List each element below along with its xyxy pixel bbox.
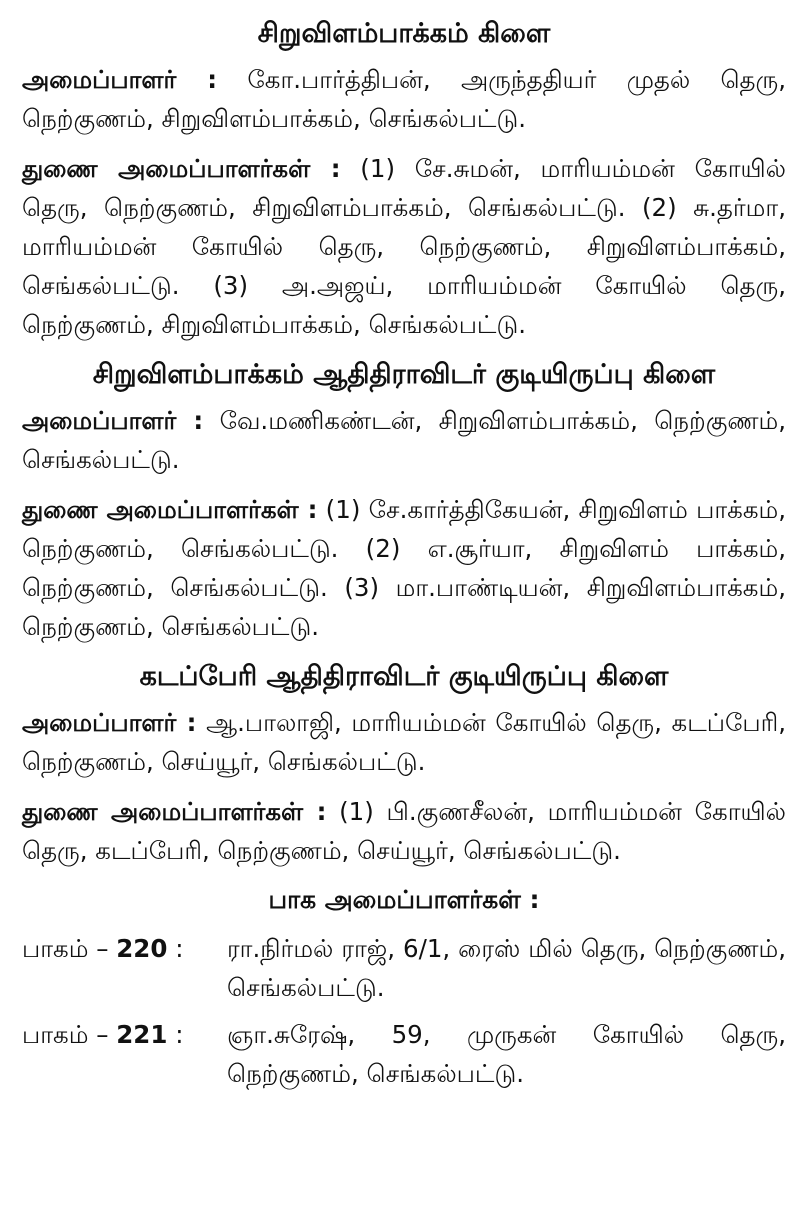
part-number: 220 — [116, 934, 168, 963]
part-organizer-text: ஞா.சுரேஷ், 59, முருகன் கோயில் தெரு, நெற்குணம், செங்கல்பட்டு. — [227, 1020, 786, 1088]
part-key — [22, 929, 227, 1007]
part-organizers-heading: பாக அமைப்பாளர்கள் : — [268, 885, 540, 914]
part-organizer-text: ரா.நிர்மல் ராஜ், 6/1, ரைஸ் மில் தெரு, நெற்குணம், செங்கல்பட்டு. — [227, 934, 786, 1002]
part-organizer-row — [22, 929, 786, 1007]
part-separator: : — [167, 934, 184, 963]
organizer-label: அமைப்பாளர் : — [22, 406, 204, 435]
deputy-label: துணை அமைப்பாளர்கள் : — [22, 154, 341, 183]
deputy-text: (1) சே.கார்த்திகேயன், சிறுவிளம் பாக்கம், நெற்குணம், செங்கல்பட்டு. (2) எ.சூர்யா, சிறுவிளம் பாக்கம், நெற்குணம், செங்கல்பட்டு. (3) மா.பாண்டியன், சிறுவிளம்பாக்கம், நெற்குணம், செங்கல்பட்டு. — [22, 495, 786, 641]
deputy-label: துணை அமைப்பாளர்கள் : — [22, 797, 327, 826]
part-separator: : — [167, 1020, 184, 1049]
deputy-label: துணை அமைப்பாளர்கள் : — [22, 495, 318, 524]
part-key — [22, 1015, 227, 1093]
organizer-paragraph — [22, 60, 786, 138]
part-number: 221 — [116, 1020, 168, 1049]
part-organizer-row — [22, 1015, 786, 1093]
section-title: சிறுவிளம்பாக்கம் ஆதிதிராவிடர் குடியிருப்பு கிளை — [92, 359, 716, 390]
organizer-text: வே.மணிகண்டன், சிறுவிளம்பாக்கம், நெற்குணம், செங்கல்பட்டு. — [22, 406, 786, 474]
organizer-paragraph — [22, 401, 786, 479]
organizer-text: ஆ.பாலாஜி, மாரியம்மன் கோயில் தெரு, கடப்பேரி, நெற்குணம், செய்யூர், செங்கல்பட்டு. — [22, 708, 787, 776]
deputy-paragraph — [22, 149, 786, 344]
deputy-paragraph — [22, 792, 786, 870]
organizer-label: அமைப்பாளர் : — [22, 708, 197, 737]
section-title: கடப்பேரி ஆதிதிராவிடர் குடியிருப்பு கிளை — [139, 661, 669, 692]
part-label: பாகம் – — [22, 934, 117, 963]
organizer-label: அமைப்பாளர் : — [22, 65, 218, 94]
deputy-text: (1) பி.குணசீலன், மாரியம்மன் கோயில் தெரு, கடப்பேரி, நெற்குணம், செய்யூர், செங்கல்பட்டு. — [22, 797, 786, 865]
organizer-paragraph — [22, 703, 786, 781]
organizer-text: கோ.பார்த்திபன், அருந்ததியர் முதல் தெரு, நெற்குணம், சிறுவிளம்பாக்கம், செங்கல்பட்டு. — [22, 65, 787, 133]
deputy-paragraph — [22, 490, 786, 646]
part-label: பாகம் – — [22, 1020, 117, 1049]
deputy-text: (1) சே.சுமன், மாரியம்மன் கோயில் தெரு, நெற்குணம், சிறுவிளம்பாக்கம், செங்கல்பட்டு. (2) சு.தர்மா, மாரியம்மன் கோயில் தெரு, நெற்குணம், சிறுவிளம்பாக்கம், செங்கல்பட்டு. (3) அ.அஜய், மாரியம்மன் கோயில் தெரு, நெற்குணம், சிறுவிளம்பாக்கம், செங்கல்பட்டு. — [22, 154, 786, 339]
section-title: சிறுவிளம்பாக்கம் கிளை — [257, 18, 551, 49]
